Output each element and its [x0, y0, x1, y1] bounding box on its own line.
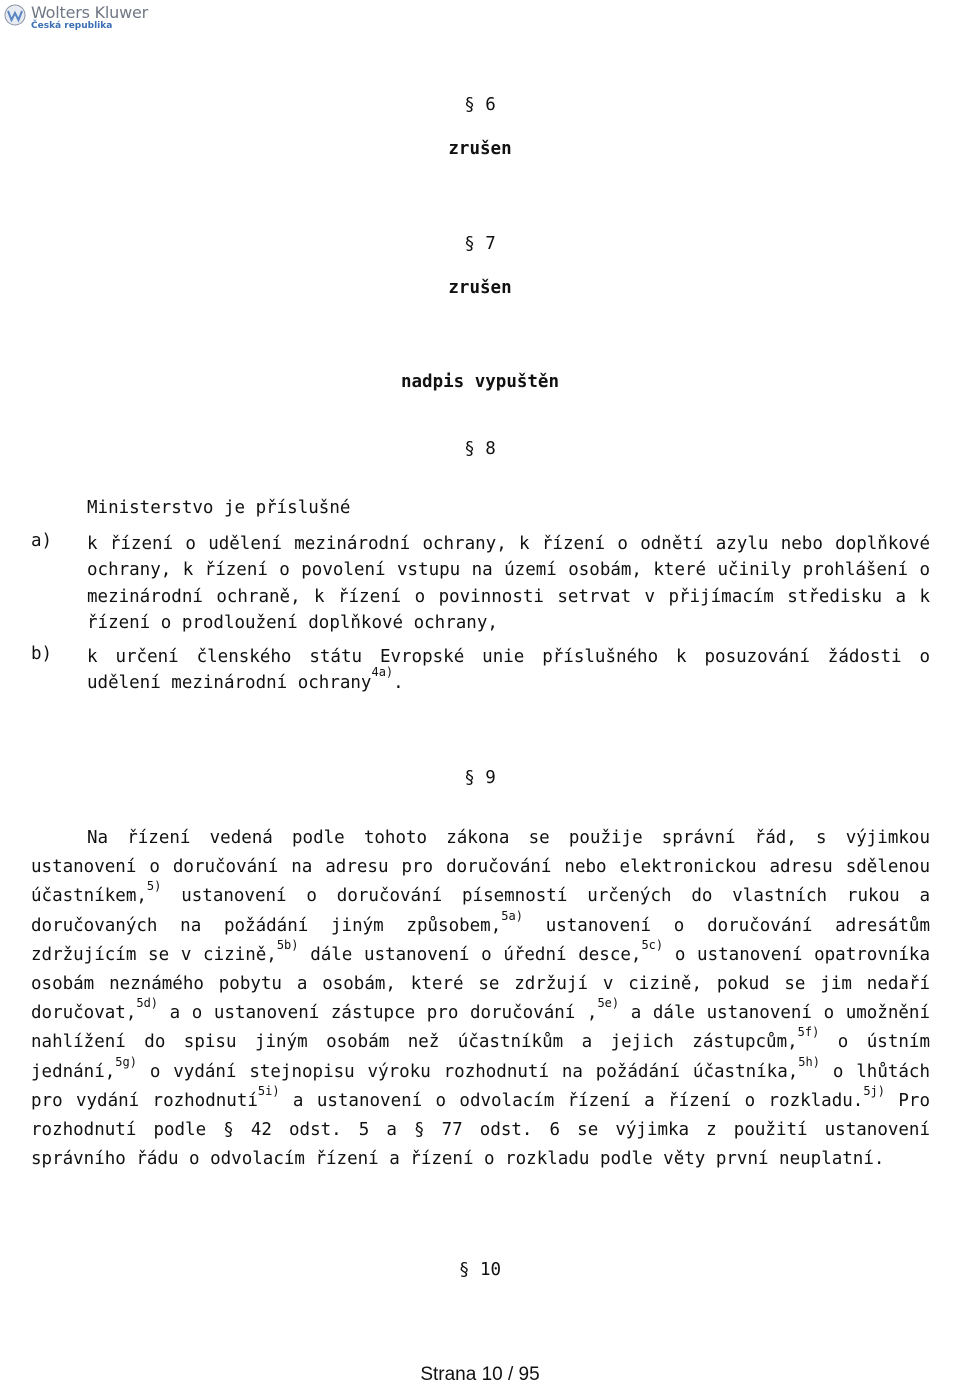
footnote-ref: 5)	[146, 879, 162, 894]
item-text: k řízení o udělení mezinárodní ochrany, k řízení o odnětí azylu nebo doplňkové ochrany, k řízení o povolení vstupu na území osobám, které učinily prohlášení o mezinárodní ochraně, k řízení o povinnosti setrvat v přijímacím středisku a k řízení o prodloužení doplňkové ochrany,	[87, 534, 930, 634]
wolters-kluwer-logo-icon	[4, 4, 26, 26]
text-run: o vydání stejnopisu výroku rozhodnutí na požádání účastníka,	[136, 1061, 799, 1082]
section-7-sign: § 7	[464, 234, 496, 254]
footnote-ref: 4a)	[371, 665, 394, 680]
section-7-status: zrušen	[448, 278, 512, 298]
text-run: Na řízení vedená podle tohoto zákona se použije správní řád, s výjimkou ustanovení o doručování na adresu pro doručování nebo elektronickou adresu sdělenou účastníkem,	[31, 828, 930, 907]
page-number: Strana 10 / 95	[420, 1364, 540, 1385]
section-10-sign: § 10	[458, 1260, 502, 1280]
item-tail: .	[393, 673, 404, 694]
text-run: a ustanovení o odvolacím řízení a řízení o rozkladu.	[279, 1090, 864, 1111]
footnote-ref: 5e)	[597, 996, 620, 1011]
footnote-ref: 5i)	[257, 1083, 280, 1098]
publisher-logo	[4, 4, 148, 32]
item-text: k určení členského státu Evropské unie příslušného k posuzování žádosti o udělení mezinárodní ochrany	[87, 647, 930, 694]
section-8-sign: § 8	[464, 439, 496, 459]
text-run: o lhůtách pro vydání rozhodnutí	[31, 1061, 930, 1111]
section-9-paragraph	[31, 824, 930, 1174]
brand-subtitle: Česká republika	[31, 21, 113, 31]
section-8-item-a	[31, 531, 930, 637]
footnote-ref: 5f)	[797, 1025, 820, 1040]
section-8-intro: Ministerstvo je příslušné	[87, 498, 351, 518]
footnote-ref: 5a)	[501, 908, 523, 923]
text-run: a o ustanovení zástupce pro doručování ,	[158, 1003, 598, 1024]
footnote-ref: 5j)	[863, 1083, 886, 1098]
text-run: a dále ustanovení o umožnění nahlížení do spisu jiným osobám než účastníkům a jejich zástupcům,	[31, 1003, 930, 1053]
brand-name: Wolters Kluwer	[31, 3, 149, 22]
footnote-ref: 5g)	[115, 1054, 137, 1069]
section-8-item-b	[31, 644, 930, 697]
text-run: ustanovení o doručování písemností určených do vlastních rukou a doručovaných na požádání jiným způsobem,	[31, 886, 930, 936]
text-run: Pro rozhodnutí podle § 42 odst. 5 a § 77 odst. 6 se výjimka z použití ustanovení správního řádu o odvolacím řízení a řízení o rozkladu podle věty první neuplatní.	[31, 1090, 930, 1170]
text-run: o ústním jednání,	[31, 1032, 930, 1082]
section-6-status: zrušen	[448, 139, 512, 159]
footnote-ref: 5h)	[798, 1054, 820, 1069]
footnote-ref: 5c)	[641, 937, 664, 952]
item-label: a)	[31, 531, 53, 551]
footnote-ref: 5d)	[136, 996, 159, 1011]
heading-removed-note: nadpis vypuštěn	[400, 372, 560, 392]
section-6-sign: § 6	[464, 95, 496, 115]
footnote-ref: 5b)	[276, 937, 299, 952]
section-9-sign: § 9	[464, 768, 496, 788]
text-run: ustanovení o doručování adresátům zdržujícím se v cizině,	[31, 915, 930, 965]
item-label: b)	[31, 644, 53, 664]
text-run: dále ustanovení o úřední desce,	[298, 944, 642, 965]
text-run: o ustanovení opatrovníka osobám neznámého pobytu a osobám, které se zdržují v cizině, pokud se jim nedaří doručovat,	[31, 944, 930, 1024]
